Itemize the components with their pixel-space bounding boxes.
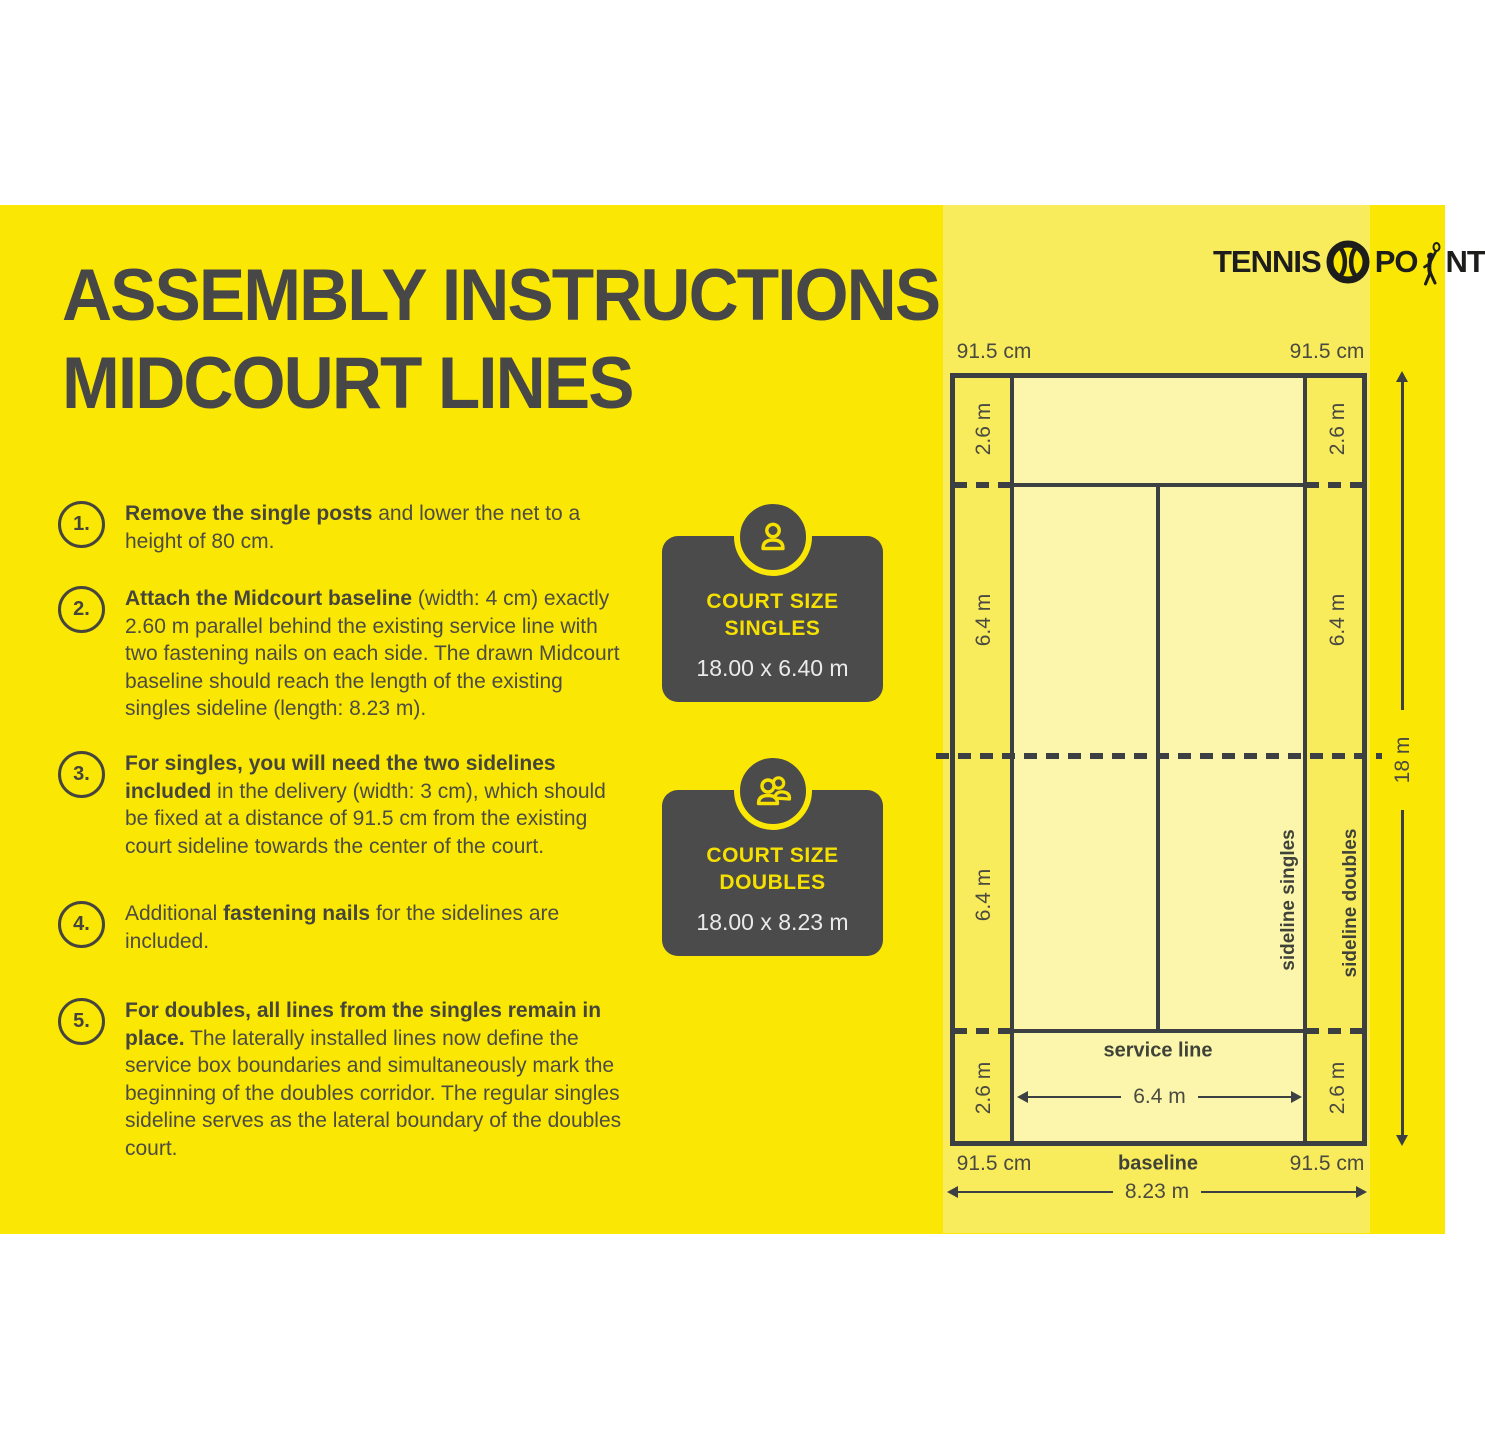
right-26-top-label: 2.6 m: [1326, 402, 1349, 456]
step-3-text: [125, 750, 625, 860]
step-1: [58, 500, 643, 555]
tennis-player-icon: [1420, 242, 1442, 282]
dimension-total-height-label: 18 m: [1391, 736, 1414, 784]
tennis-ball-icon: [1326, 240, 1370, 284]
dimension-inner-width-label: 6.4 m: [1133, 1085, 1186, 1108]
arrow-line: [958, 1191, 1113, 1194]
bottom-right-margin-label: 91.5 cm: [1289, 1152, 1365, 1175]
logo-text-nt: NT: [1445, 244, 1485, 279]
arrow-right-icon: [1356, 1186, 1367, 1198]
sideline-singles-label: sideline singles: [1278, 829, 1299, 971]
arrow-left-icon: [1017, 1091, 1028, 1103]
arrow-down-icon: [1396, 1135, 1408, 1146]
left-64-upper-label: 6.4 m: [972, 593, 995, 647]
step-text-part: (width: 4 cm) exactly 2.60 m parallel behind the existing service line with two fastening nails on each side. The drawn Midcourt baseline should reach the length of the existing singles sideline (length: 8.23 m).: [125, 587, 620, 720]
top-service-line-dashed-left: [954, 482, 1011, 488]
step-3-number: 3.: [58, 751, 105, 798]
court-size-singles-card: [662, 498, 883, 702]
top-service-line-dashed-right: [1306, 482, 1363, 488]
step-text-bold: For doubles, all lines from the singles remain in place.: [125, 999, 602, 1050]
step-2-text: [125, 585, 625, 723]
step-text-bold: Attach the Midcourt baseline: [125, 587, 413, 610]
step-text-part: in the delivery (width: 3 cm), which should be fixed at a distance of 91.5 cm from the existing court sideline towards the center of the court.: [125, 779, 606, 858]
step-text-bold: fastening nails: [223, 902, 371, 925]
step-2-number: 2.: [58, 586, 105, 633]
bottom-service-line-dashed-right: [1306, 1028, 1363, 1034]
people-icon: [734, 752, 812, 830]
court-size-doubles-card: [662, 752, 883, 956]
top-right-margin-label: 91.5 cm: [1289, 340, 1365, 363]
person-icon: [734, 498, 812, 576]
bottom-service-line-dashed-left: [954, 1028, 1011, 1034]
page-title-line2: MIDCOURT LINES: [62, 343, 633, 424]
step-5-text: [125, 997, 625, 1162]
card-size-value: 18.00 x 6.40 m: [696, 655, 849, 681]
bottom-left-margin-label: 91.5 cm: [956, 1152, 1032, 1175]
left-64-lower-label: 6.4 m: [972, 868, 995, 922]
step-1-text: [125, 500, 625, 555]
right-64-upper-label: 6.4 m: [1326, 593, 1349, 647]
singles-sideline-right: [1303, 378, 1307, 1141]
right-26-bottom-label: 2.6 m: [1326, 1061, 1349, 1115]
arrow-line: [1028, 1096, 1121, 1099]
dimension-total-width-label: 8.23 m: [1124, 1180, 1190, 1203]
card-title-line1: COURT SIZE: [706, 844, 839, 867]
card-title-line2: DOUBLES: [719, 871, 826, 894]
dimension-total-height-line-bottom: [1401, 810, 1404, 1137]
left-26-bottom-label: 2.6 m: [972, 1061, 995, 1115]
step-5-number: 5.: [58, 998, 105, 1045]
step-text-part: The laterally installed lines now define the service box boundaries and simultaneously mark the beginning of the doubles corridor. The regular singles sideline serves as the lateral boundary of the doubles court.: [125, 1026, 622, 1160]
step-2: [58, 585, 643, 723]
card-title: [662, 588, 883, 642]
page-title-line1: ASSEMBLY INSTRUCTIONS: [62, 255, 940, 336]
dimension-total-width: [947, 1180, 1367, 1204]
step-4-number: 4.: [58, 901, 105, 948]
sideline-doubles-label: sideline doubles: [1340, 828, 1361, 978]
tennis-point-logo: [1213, 240, 1485, 284]
card-size-value: 18.00 x 8.23 m: [696, 909, 849, 935]
arrow-line: [1201, 1191, 1356, 1194]
logo-text-tennis: TENNIS: [1213, 244, 1321, 279]
step-1-number: 1.: [58, 501, 105, 548]
arrow-right-icon: [1291, 1091, 1302, 1103]
step-text-part: and lower the net to a height of 80 cm.: [125, 502, 581, 553]
dimension-total-height-line-top: [1401, 380, 1404, 710]
singles-sideline-left: [1010, 378, 1014, 1141]
step-text-part: Additional: [125, 902, 224, 925]
card-title: [662, 842, 883, 896]
step-text-part: for the sidelines are included.: [125, 902, 560, 953]
step-text-bold: Remove the single posts: [125, 502, 373, 525]
card-title-line2: SINGLES: [724, 617, 821, 640]
center-service-line: [1156, 483, 1160, 1033]
top-left-margin-label: 91.5 cm: [956, 340, 1032, 363]
arrow-line: [1198, 1096, 1291, 1099]
step-3: [58, 750, 643, 860]
step-5: [58, 997, 643, 1162]
logo-text-po: PO: [1374, 244, 1418, 279]
arrow-left-icon: [947, 1186, 958, 1198]
step-4: [58, 900, 643, 955]
dimension-inner-width: [1017, 1085, 1302, 1109]
step-text-bold: For singles, you will need the two sidelines included: [125, 752, 556, 803]
baseline-label: baseline: [1117, 1152, 1199, 1175]
page-title: [62, 252, 939, 428]
step-4-text: [125, 900, 625, 955]
service-line-label: service line: [1103, 1039, 1213, 1062]
card-title-line1: COURT SIZE: [706, 590, 839, 613]
left-26-top-label: 2.6 m: [972, 402, 995, 456]
